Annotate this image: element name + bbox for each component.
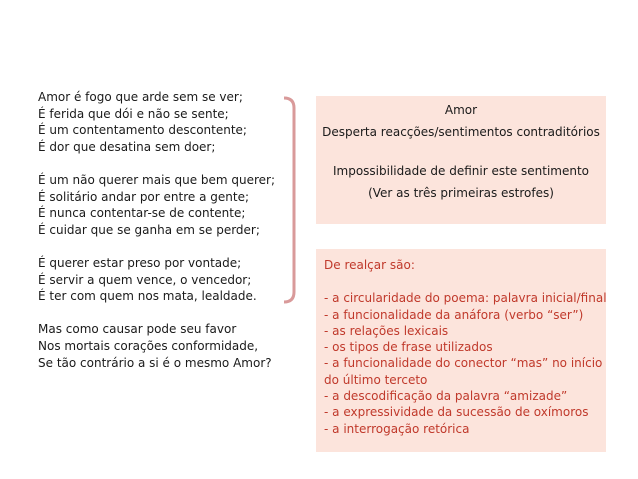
stanza-3 — [38, 255, 288, 305]
poem-line: É um contentamento descontente; — [38, 123, 247, 138]
poem-line: É dor que desatina sem doer; — [38, 139, 216, 154]
poem-line: É servir a quem vence, o vencedor; — [38, 272, 252, 287]
poem-line: Nos mortais corações conformidade, — [38, 338, 259, 353]
poem-line: Mas como causar pode seu favor — [38, 322, 237, 337]
sonnet-text — [38, 89, 288, 388]
notes-heading: De realçar são: — [324, 258, 415, 272]
poem-line: É ferida que dói e não se sente; — [38, 106, 229, 121]
poem-line: Amor é fogo que arde sem se ver; — [38, 90, 243, 104]
theme-box — [316, 96, 606, 224]
theme-line: Desperta reacções/sentimentos contraditórios — [322, 125, 600, 139]
stanza-1 — [38, 89, 288, 155]
stanza-2 — [38, 172, 288, 238]
note-item: - a funcionalidade da anáfora (verbo “ser”) — [324, 307, 584, 322]
stanza-4 — [38, 321, 288, 371]
right-bracket — [282, 96, 302, 304]
poem-line: É cuidar que se ganha em se perder; — [38, 222, 260, 237]
note-item: - a descodificação da palavra “amizade” — [324, 389, 568, 404]
theme-title: Amor — [444, 103, 478, 117]
notes-box — [316, 249, 606, 452]
poem-line: É ter com quem nos mata, lealdade. — [38, 289, 257, 304]
note-item: - a funcionalidade do conector “mas” no início — [324, 356, 603, 371]
poem-line: Se tão contrário a si é o mesmo Amor? — [38, 355, 272, 370]
note-item: do último terceto — [324, 372, 428, 387]
note-item: - as relações lexicais — [324, 323, 449, 338]
note-item: - a circularidade do poema: palavra inicial/final — [324, 291, 607, 306]
note-item: - os tipos de frase utilizados — [324, 340, 493, 355]
note-item: - a interrogação retórica — [324, 421, 470, 436]
poem-line: É querer estar preso por vontade; — [38, 255, 242, 270]
theme-line: (Ver as três primeiras estrofes) — [368, 186, 554, 200]
poem-line: É solitário andar por entre a gente; — [38, 189, 249, 204]
note-item: - a expressividade da sucessão de oxímoros — [324, 405, 589, 420]
theme-line: Impossibilidade de definir este sentimento — [332, 164, 590, 178]
poem-line: É nunca contentar-se de contente; — [38, 206, 246, 221]
poem-line: É um não querer mais que bem querer; — [38, 172, 276, 187]
